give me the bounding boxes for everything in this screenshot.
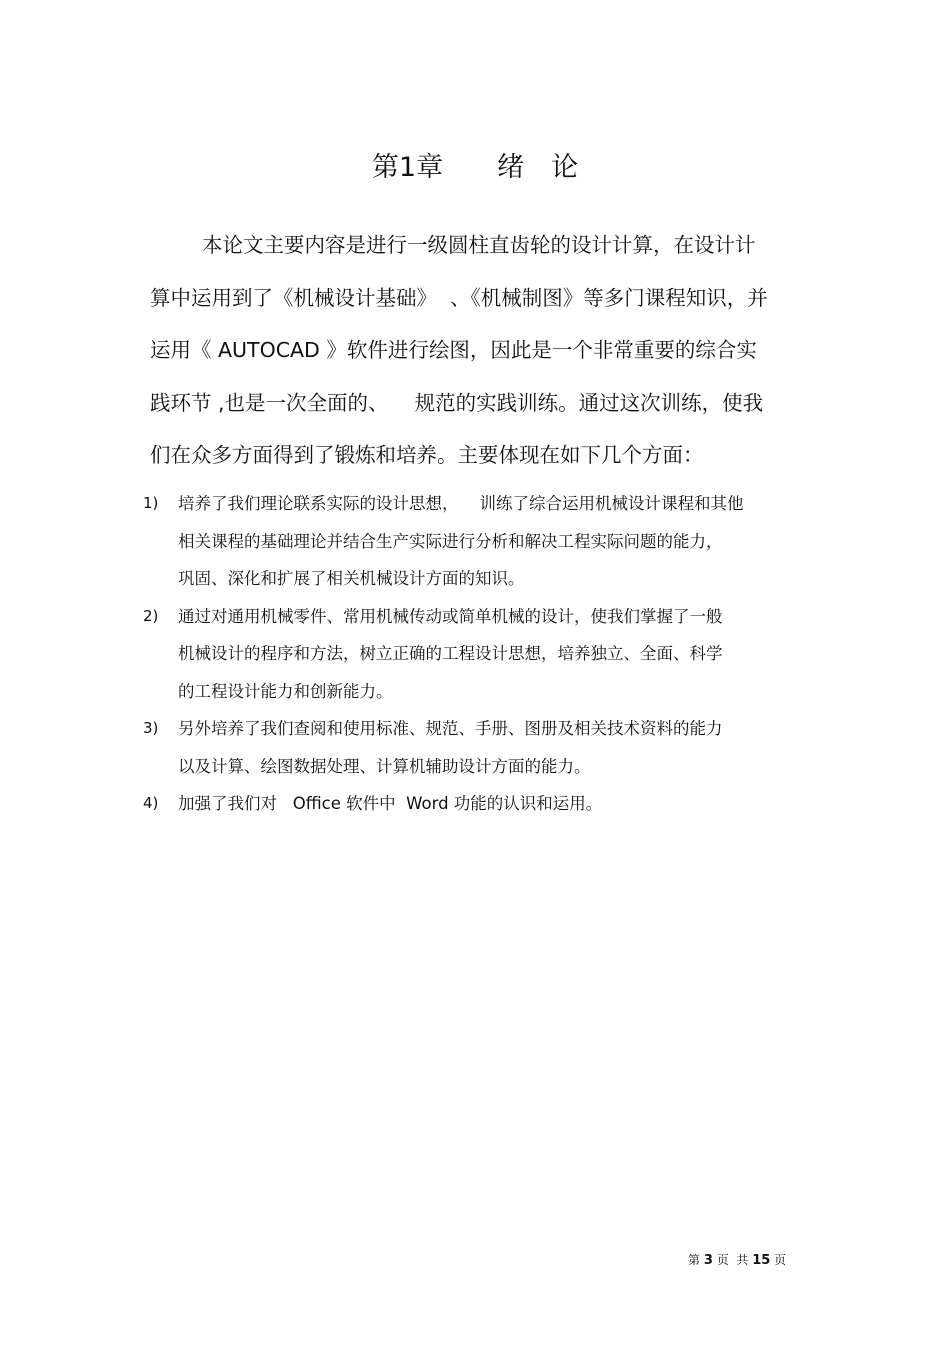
list-item (143, 598, 803, 711)
footer-suffix: 页 (774, 1253, 787, 1267)
intro-paragraph (150, 225, 790, 488)
list-line: 机械设计的程序和方法，树立正确的工程设计思想，培养独立、全面、科学 (178, 644, 723, 663)
intro-line: 运用《 AUTOCAD 》软件进行绘图，因此是一个非常重要的综合实 (150, 338, 757, 362)
list-item (143, 785, 803, 823)
total-page-number: 15 (752, 1253, 771, 1268)
list-number: 4) (143, 794, 159, 812)
list-line: 通过对通用机械零件、常用机械传动或简单机械的设计，使我们掌握了一般 (178, 606, 723, 626)
list-item (143, 485, 803, 598)
list-line: 巩固、深化和扩展了相关机械设计方面的知识。 (178, 569, 525, 588)
intro-line: 算中运用到了《机械设计基础》 、《机械制图》等多门课程知识，并 (150, 285, 768, 310)
list-line: 培养了我们理论联系实际的设计思想， 训练了综合运用机械设计课程和其他 (178, 494, 744, 513)
intro-line: 本论文主要内容是进行一级圆柱直齿轮的设计计算，在设计计 (202, 233, 756, 257)
footer-prefix: 第 (688, 1253, 701, 1267)
chapter-title: 第1章 绪 论 (371, 152, 579, 183)
list-line: 加强了我们对 Office 软件中 Word 功能的认识和运用。 (178, 794, 603, 813)
list-line: 以及计算、绘图数据处理、计算机辅助设计方面的能力。 (178, 756, 591, 776)
list-line: 相关课程的基础理论并结合生产实际进行分析和解决工程实际问题的能力， (178, 531, 723, 551)
current-page-number: 3 (703, 1253, 713, 1268)
list-item (143, 710, 803, 785)
list-line: 另外培养了我们查阅和使用标准、规范、手册、图册及相关技术资料的能力 (178, 719, 723, 738)
intro-line: 们在众多方面得到了锻炼和培养。主要体现在如下几个方面： (150, 443, 704, 467)
numbered-list (143, 485, 803, 823)
list-line: 的工程设计能力和创新能力。 (178, 681, 393, 701)
footer-middle: 页 共 (716, 1253, 749, 1267)
page-number-footer (688, 1250, 786, 1271)
list-number: 3) (143, 719, 159, 737)
intro-line: 践环节 ,也是一次全面的、 规范的实践训练。通过这次训练，使我 (150, 390, 764, 415)
list-number: 2) (143, 606, 159, 625)
list-number: 1) (143, 494, 159, 512)
